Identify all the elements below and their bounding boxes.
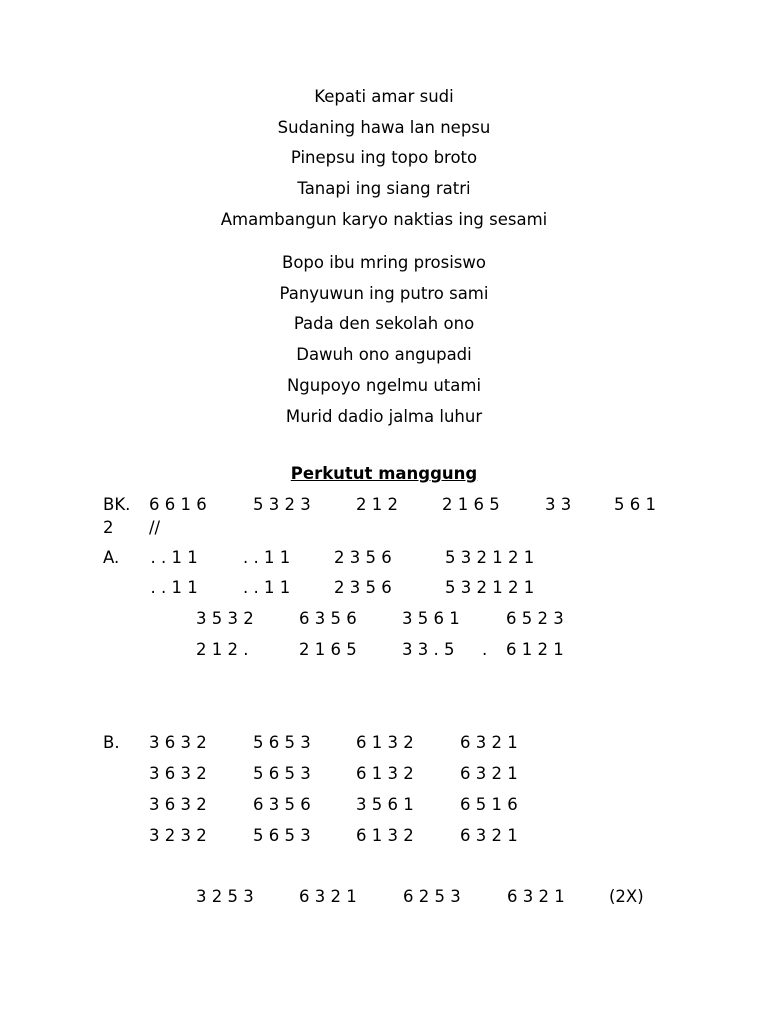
repeat-mark: (2X) — [609, 887, 644, 906]
notation-group: 3 2 3 2 — [149, 826, 207, 845]
notation-group: 6 3 2 1 — [460, 764, 518, 783]
notation-group: 6 1 3 2 — [356, 733, 414, 752]
notation-group: 6 1 2 1 — [506, 640, 564, 659]
notation-group: 6 3 2 1 — [299, 887, 357, 906]
notation-group: 3 5 6 1 — [356, 795, 414, 814]
lyric-line: Tanapi ing siang ratri — [297, 179, 471, 198]
notation-group: 6 3 5 6 — [253, 795, 311, 814]
notation-group: 3 3 . 5 — [402, 640, 455, 659]
lyric-line: Amambangun karyo naktias ing sesami — [220, 210, 548, 229]
bk-end-mark: // — [149, 518, 161, 537]
notation-group: 3 6 3 2 — [149, 795, 207, 814]
lyric-line: Pinepsu ing topo broto — [290, 148, 478, 167]
notation-group: 5 6 1 — [614, 495, 656, 514]
notation-group: . . 1 1 — [140, 578, 198, 597]
notation-group: . . 1 1 — [243, 548, 291, 567]
notation-group: 5 3 2 1 2 1 — [445, 548, 535, 567]
lyric-line: Panyuwun ing putro sami — [279, 284, 489, 303]
notation-group: 6 3 5 6 — [299, 609, 357, 628]
notation-group: 2 1 6 5 — [442, 495, 500, 514]
bk-label: BK. — [103, 495, 131, 514]
notation-group: 2 1 6 5 — [299, 640, 357, 659]
notation-group: 2 1 2 . — [196, 640, 249, 659]
section-b-label: B. — [103, 733, 120, 752]
notation-group: 5 6 5 3 — [253, 826, 311, 845]
notation-group: . . 1 1 — [243, 578, 291, 597]
notation-group: 6 1 3 2 — [356, 826, 414, 845]
notation-group: 3 5 3 2 — [196, 609, 254, 628]
lyric-line: Murid dadio jalma luhur — [285, 407, 483, 426]
lyric-line: Pada den sekolah ono — [293, 314, 475, 333]
lyric-line: Bopo ibu mring prosiswo — [282, 253, 486, 272]
notation-group: 3 2 5 3 — [196, 887, 254, 906]
notation-group: 3 6 3 2 — [149, 733, 207, 752]
notation-group: . . 1 1 — [140, 548, 198, 567]
notation-group: 3 5 6 1 — [402, 609, 460, 628]
notation-group: 6 5 1 6 — [460, 795, 518, 814]
notation-group: 5 6 5 3 — [253, 733, 311, 752]
notation-group: 2 1 2 — [356, 495, 398, 514]
lyric-line: Sudaning hawa lan nepsu — [277, 118, 491, 137]
bk-label-continued: 2 — [103, 518, 114, 537]
lyric-line: Kepati amar sudi — [314, 87, 454, 106]
notation-group: 3 3 — [545, 495, 572, 514]
notation-group: 2 3 5 6 — [334, 548, 392, 567]
notation-title: Perkutut manggung — [290, 464, 478, 483]
notation-group: 6 5 2 3 — [506, 609, 564, 628]
notation-group: 6 3 2 1 — [507, 887, 565, 906]
notation-group: 5 6 5 3 — [253, 764, 311, 783]
lyric-line: Ngupoyo ngelmu utami — [286, 376, 482, 395]
section-a-label: A. — [103, 548, 120, 567]
notation-group: 6 3 2 1 — [460, 826, 518, 845]
notation-group: 6 1 3 2 — [356, 764, 414, 783]
notation-group: 5 3 2 1 2 1 — [445, 578, 535, 597]
lyric-line: Dawuh ono angupadi — [296, 345, 472, 364]
notation-group: 6 2 5 3 — [403, 887, 461, 906]
notation-group: 6 6 1 6 — [149, 495, 207, 514]
notation-group: 6 3 2 1 — [460, 733, 518, 752]
notation-group: 5 3 2 3 — [253, 495, 311, 514]
notation-group: 2 3 5 6 — [334, 578, 392, 597]
notation-group: . — [482, 640, 488, 659]
notation-group: 3 6 3 2 — [149, 764, 207, 783]
